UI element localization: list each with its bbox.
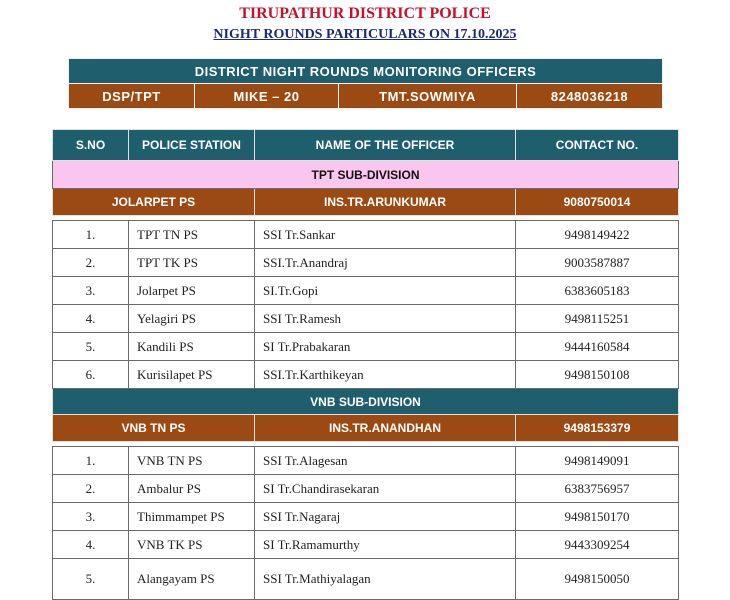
cell-sno: 5. [53,559,129,600]
cell-station: Alangayam PS [129,559,255,600]
cell-contact: 9498149091 [516,447,679,475]
cell-sno: 2. [53,475,129,503]
cell-sno: 2. [53,249,129,277]
monitoring-officers-table [68,58,663,109]
cell-sno: 4. [53,531,129,559]
cell-contact: 9498149422 [516,221,679,249]
cell-station: TPT TK PS [129,249,255,277]
cell-station: Jolarpet PS [129,277,255,305]
cell-contact: 6383605183 [516,277,679,305]
table-row [53,221,679,249]
monitoring-name: TMT.SOWMIYA [339,84,517,109]
cell-contact: 9443309254 [516,531,679,559]
table-row [53,305,679,333]
cell-station: Kandili PS [129,333,255,361]
monitoring-contact: 8248036218 [517,84,663,109]
table-row [53,361,679,389]
group-officer: INS.TR.ANANDHAN [255,415,516,442]
page-title: TIRUPATHUR DISTRICT POLICE [239,5,491,22]
cell-sno: 3. [53,503,129,531]
table-row [53,447,679,475]
cell-sno: 1. [53,221,129,249]
cell-contact: 9498150050 [516,559,679,600]
column-officer: NAME OF THE OFFICER [255,130,516,161]
cell-station: VNB TN PS [129,447,255,475]
cell-station: TPT TN PS [129,221,255,249]
cell-contact: 9498150170 [516,503,679,531]
group-row [53,189,679,216]
division-row [53,161,679,189]
group-officer: INS.TR.ARUNKUMAR [255,189,516,216]
cell-officer: SSI Tr.Alagesan [255,447,516,475]
group-contact: 9498153379 [516,415,679,442]
cell-contact: 6383756957 [516,475,679,503]
night-rounds-table [52,129,679,600]
column-header-row [53,130,679,161]
cell-sno: 5. [53,333,129,361]
table-row [53,475,679,503]
cell-officer: SSI Tr.Ramesh [255,305,516,333]
cell-sno: 3. [53,277,129,305]
cell-station: Ambalur PS [129,475,255,503]
cell-officer: SI Tr.Ramamurthy [255,531,516,559]
cell-sno: 1. [53,447,129,475]
column-station: POLICE STATION [129,130,255,161]
group-row [53,415,679,442]
cell-officer: SSI Tr.Mathiyalagan [255,559,516,600]
table-row [53,249,679,277]
table-row [53,277,679,305]
division-title: TPT SUB-DIVISION [53,161,679,189]
table-row [53,333,679,361]
table-row [53,503,679,531]
cell-officer: SI Tr.Chandirasekaran [255,475,516,503]
division-row [53,389,679,415]
cell-officer: SSI.Tr.Karthikeyan [255,361,516,389]
cell-station: Kurisilapet PS [129,361,255,389]
cell-contact: 9498150108 [516,361,679,389]
group-station: VNB TN PS [53,415,255,442]
cell-officer: SSI Tr.Sankar [255,221,516,249]
monitoring-rank: DSP/TPT [69,84,195,109]
column-sno: S.NO [53,130,129,161]
cell-station: Yelagiri PS [129,305,255,333]
page-subtitle: NIGHT ROUNDS PARTICULARS ON 17.10.2025 [213,27,517,42]
cell-contact: 9498115251 [516,305,679,333]
cell-station: Thimmampet PS [129,503,255,531]
group-station: JOLARPET PS [53,189,255,216]
division-title: VNB SUB-DIVISION [53,389,679,415]
monitoring-heading: DISTRICT NIGHT ROUNDS MONITORING OFFICERS [69,59,663,84]
cell-contact: 9003587887 [516,249,679,277]
column-contact: CONTACT NO. [516,130,679,161]
cell-sno: 6. [53,361,129,389]
cell-officer: SI.Tr.Gopi [255,277,516,305]
cell-officer: SSI.Tr.Anandraj [255,249,516,277]
cell-officer: SI Tr.Prabakaran [255,333,516,361]
cell-officer: SSI Tr.Nagaraj [255,503,516,531]
group-contact: 9080750014 [516,189,679,216]
table-row [53,559,679,600]
monitoring-callsign: MIKE – 20 [195,84,339,109]
table-row [53,531,679,559]
cell-station: VNB TK PS [129,531,255,559]
cell-sno: 4. [53,305,129,333]
cell-contact: 9444160584 [516,333,679,361]
